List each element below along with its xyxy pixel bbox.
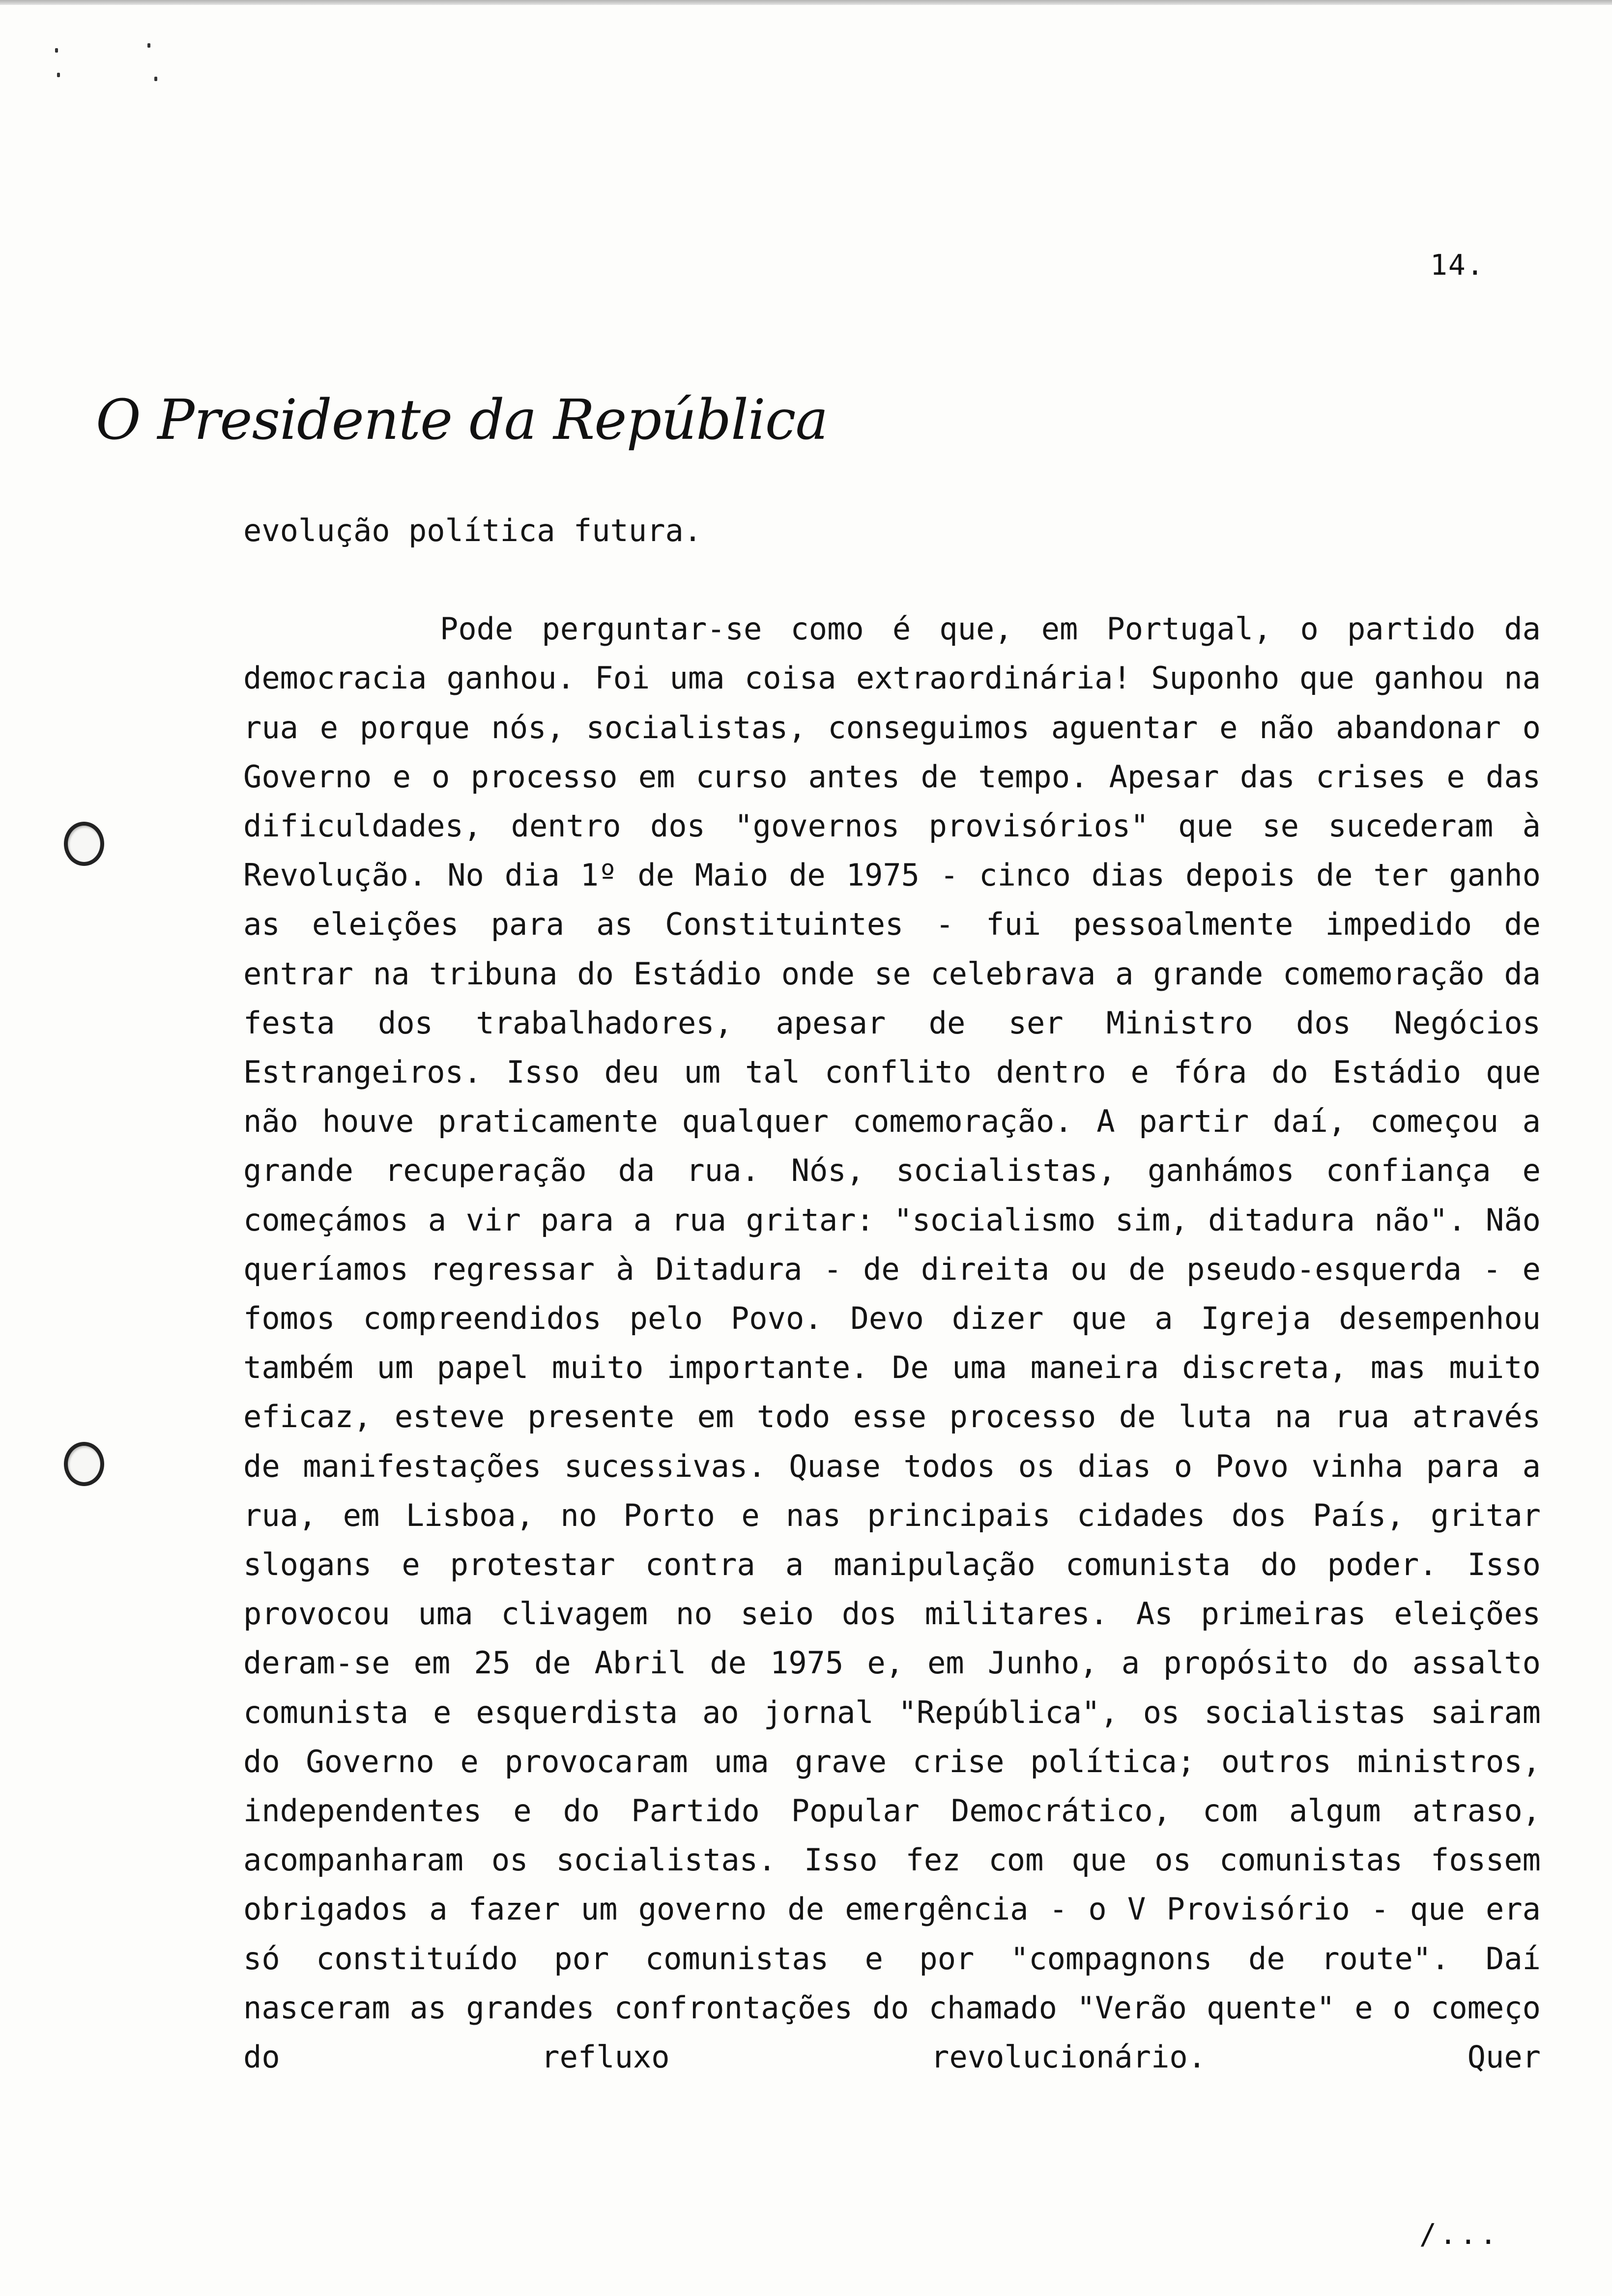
- scan-speck: [55, 48, 58, 53]
- scan-speck: [154, 77, 157, 81]
- scan-speck: [147, 43, 150, 48]
- scan-speck: [57, 73, 60, 77]
- opening-line: evolução política futura.: [243, 513, 702, 548]
- punch-hole: [64, 1442, 104, 1486]
- letterhead-presidente-da-republica: O Presidente da República: [96, 388, 828, 452]
- punch-hole: [64, 822, 104, 866]
- continuation-mark: /...: [1419, 2217, 1500, 2251]
- letter-body: [243, 506, 1541, 2082]
- scan-top-edge: [0, 0, 1612, 5]
- page-number: 14.: [1430, 248, 1485, 282]
- main-paragraph: Pode perguntar-se como é que, em Portugal, o partido da democracia ganhou. Foi uma coisa extraordinária! Suponho que ganhou na rua e porque nós, socialistas, conseguimos aguentar e não abandonar o Governo e o processo em curso antes de tempo. Apesar das crises e das dificuldades, dentro dos "governos provisórios" que se sucederam à Revolução. No dia 1º de Maio de 1975 - cinco dias depois de ter ganho as eleições para as Constituintes - fui pessoalmente impedido de entrar na tribuna do Estádio onde se celebrava a grande comemoração da festa dos trabalhadores, apesar de ser Ministro dos Negócios Estrangeiros. Isso deu um tal conflito dentro e fóra do Estádio que não houve praticamente qualquer comemoração. A partir daí, começou a grande recuperação da rua. Nós, socialistas, ganhámos confiança e começámos a vir para a rua gritar: "socialismo sim, ditadura não". Não queríamos regressar à Ditadura - de direita ou de pseudo-esquerda - e fomos compreendidos pelo Povo. Devo dizer que a Igreja desempenhou também um papel muito importante. De uma maneira discreta, mas muito eficaz, esteve presente em todo esse processo de luta na rua através de manifestações sucessivas. Quase todos os dias o Povo vinha para a rua, em Lisboa, no Porto e nas principais cidades dos País, gritar slogans e protestar contra a manipulação comunista do poder. Isso provocou uma clivagem no seio dos militares. As primeiras eleições deram-se em 25 de Abril de 1975 e, em Junho, a propósito do assalto comunista e esquerdista ao jornal "República", os socialistas sairam do Governo e provocaram uma grave crise política; outros ministros, independentes e do Partido Popular Democrático, com algum atraso, acompanharam os socialistas. Isso fez com que os comunistas fossem obrigados a fazer um governo de emergência - o V Provisório - que era só constituído por comunistas e por "compagnons de route". Daí nasceram as grandes confrontações do chamado "Verão quente" e o começo do refluxo revolucionário. Quer: [243, 611, 1541, 2075]
